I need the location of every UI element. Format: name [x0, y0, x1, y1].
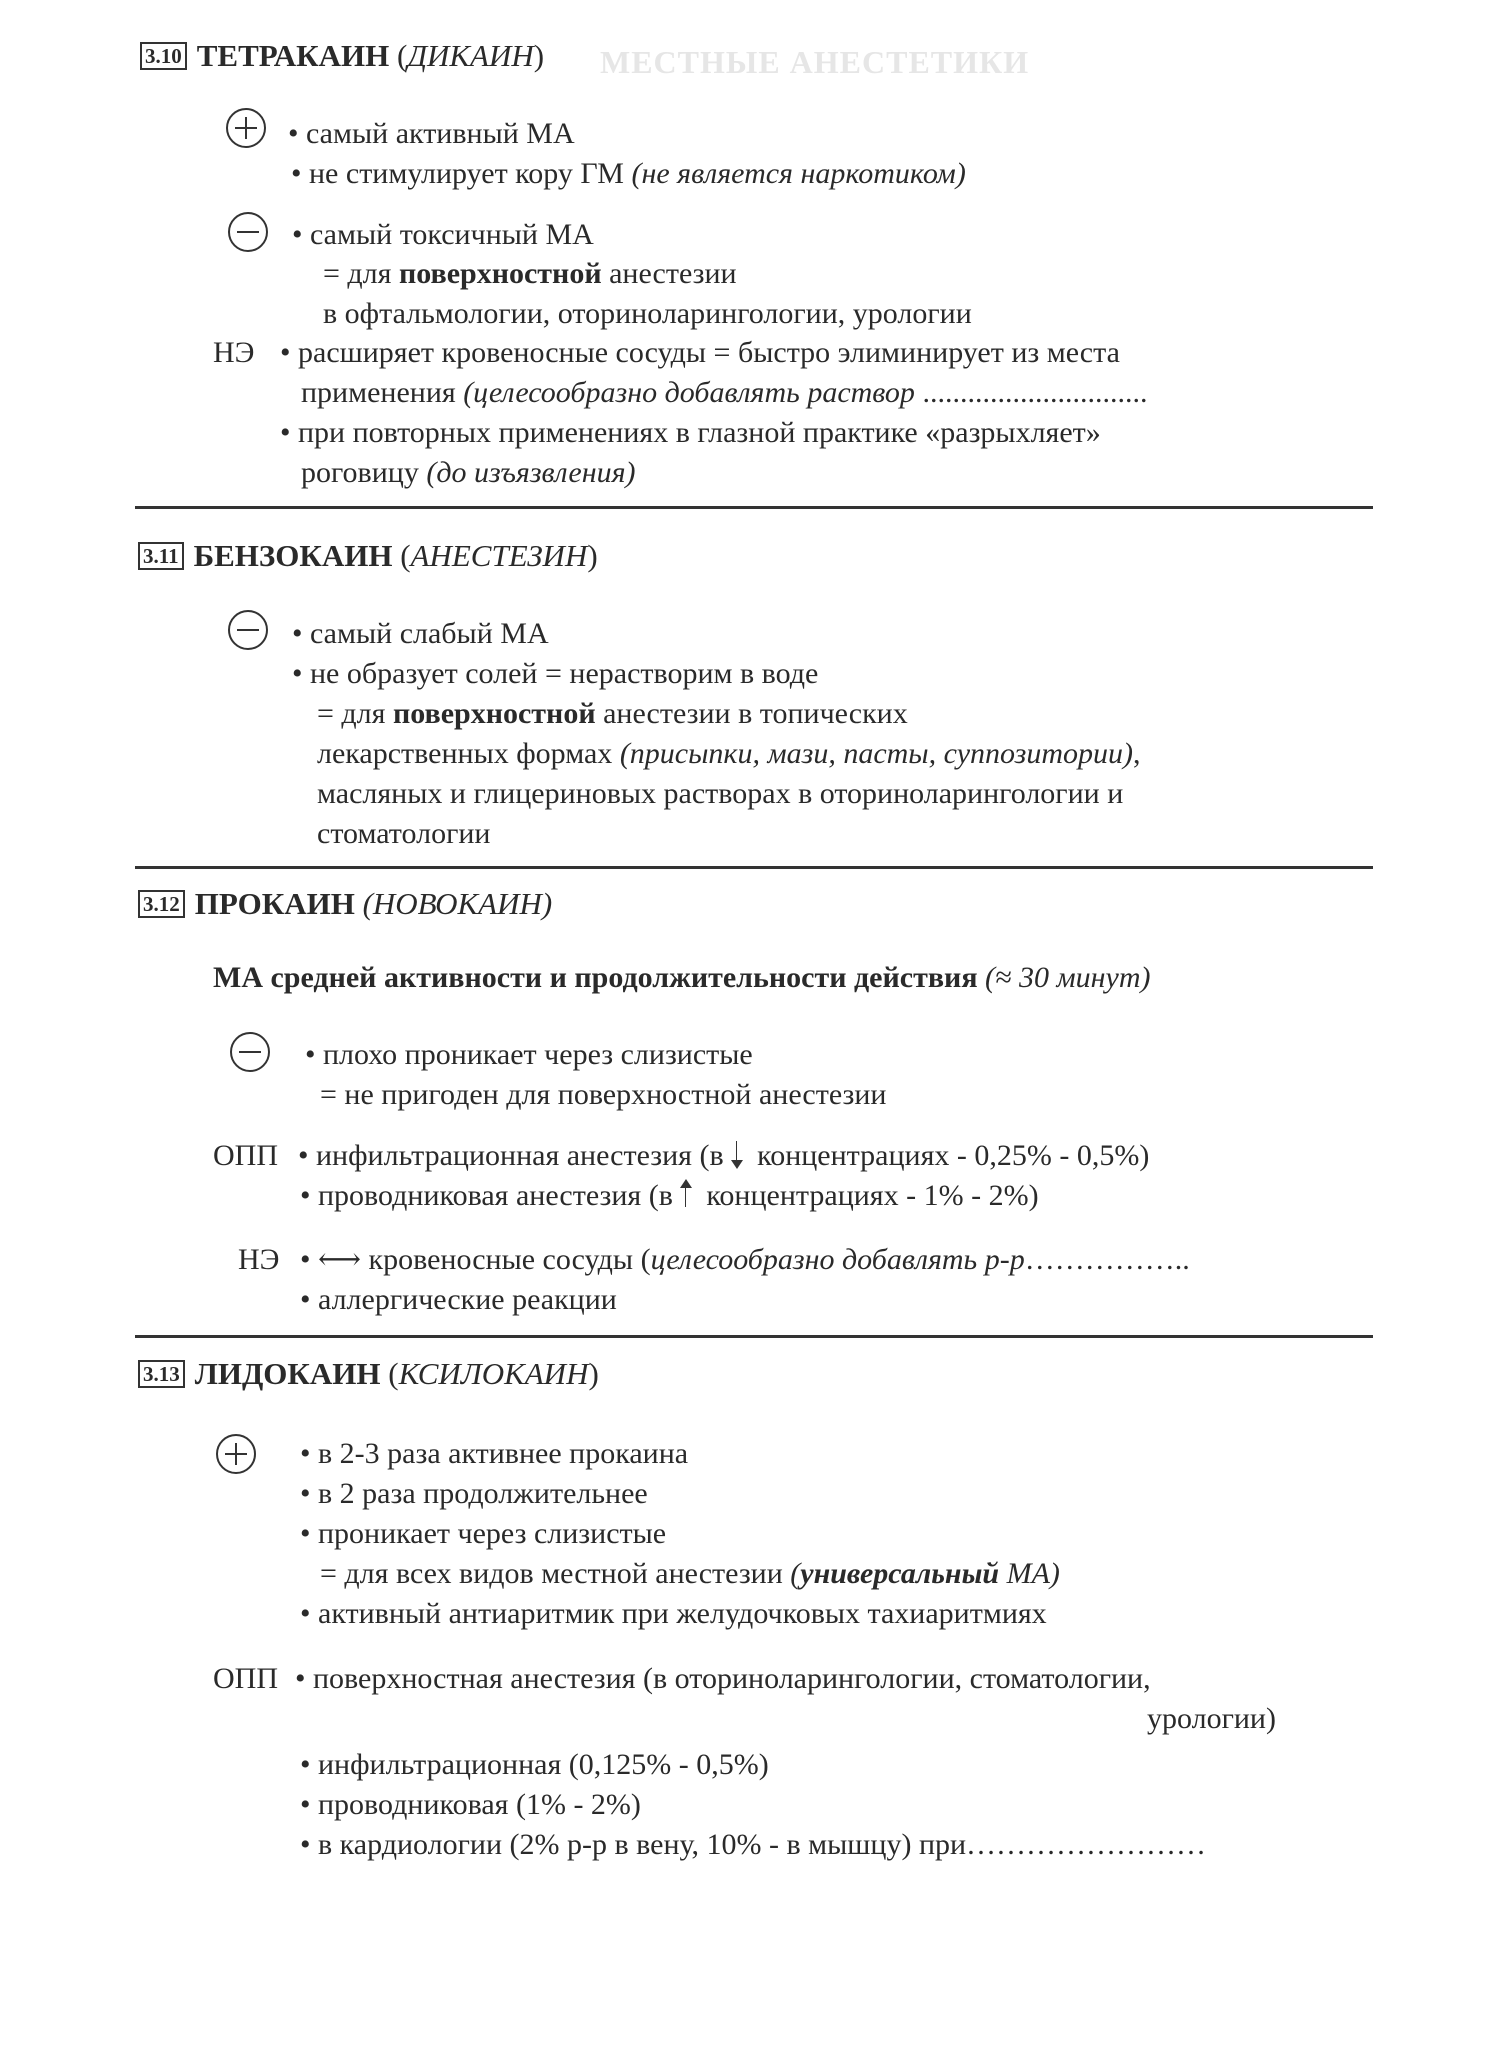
- section-divider: [135, 866, 1373, 869]
- drug-synonym: (НОВОКАИН): [362, 886, 553, 921]
- text-line: [291, 154, 966, 194]
- text-line: • активный антиаритмик при желудочковых тахиаритмиях: [300, 1597, 1047, 1630]
- text-line: урологии): [1147, 1702, 1276, 1735]
- arrow-up-icon: [679, 1179, 693, 1209]
- section-number: 3.12: [138, 890, 185, 918]
- text-span: поверхностной: [392, 697, 596, 730]
- drug-synonym: АНЕСТЕЗИН: [410, 538, 588, 573]
- text-line: • не образует солей = нерастворим в воде: [292, 657, 819, 690]
- text-line: масляных и глицериновых растворах в оториноларингологии и: [317, 777, 1124, 810]
- drug-name: ЛИДОКАИН: [194, 1356, 381, 1391]
- text-line: • в 2 раза продолжительнее: [300, 1477, 648, 1510]
- section-3-10-heading: 3.10 ТЕТРАКАИН (ДИКАИН): [140, 36, 544, 76]
- text-span: ,: [1133, 737, 1141, 770]
- section-number: 3.13: [138, 1360, 185, 1388]
- text-line: [300, 1176, 1039, 1216]
- section-label: ОПП: [213, 1139, 278, 1172]
- text-line: = не пригоден для поверхностной анестезии: [320, 1078, 887, 1111]
- drug-summary: [213, 958, 1151, 998]
- text-span: анестезии: [601, 257, 737, 290]
- text-span: поверхностной: [398, 257, 602, 290]
- text-line: стоматологии: [317, 817, 491, 850]
- text-line: • проникает через слизистые: [300, 1517, 667, 1550]
- drug-name: БЕНЗОКАИН: [193, 538, 393, 573]
- text-line: [317, 734, 1141, 774]
- text-span: концентрациях - 0,25% - 0,5%): [749, 1139, 1150, 1172]
- arrow-down-icon: [730, 1139, 744, 1169]
- text-span: роговицу: [301, 456, 427, 489]
- text-span: • не стимулирует кору ГМ: [291, 157, 632, 190]
- minus-circle-icon: [230, 1032, 270, 1072]
- text-span: = для: [317, 697, 393, 730]
- text-line: в офтальмологии, оториноларингологии, урологии: [323, 297, 972, 330]
- drug-name: ТЕТРАКАИН: [196, 38, 390, 73]
- text-span: концентрациях - 1% - 2%): [698, 1179, 1039, 1212]
- plus-circle-icon: [216, 1434, 256, 1474]
- background-bleed-text: МЕСТНЫЕ АНЕСТЕТИКИ: [600, 44, 1030, 80]
- text-line: [301, 373, 1147, 413]
- text-line: • плохо проникает через слизистые: [305, 1038, 753, 1071]
- drug-name: ПРОКАИН: [194, 886, 355, 921]
- text-line: • при повторных применениях в глазной практике «разрыхляет»: [280, 416, 1101, 449]
- text-span: = для: [323, 257, 399, 290]
- text-span: анестезии в топических: [595, 697, 908, 730]
- text-span: МА средней активности и продолжительности действия: [213, 961, 978, 994]
- double-arrow-icon: ⟷: [318, 1243, 362, 1276]
- section-3-11-heading: 3.11 БЕНЗОКАИН (АНЕСТЕЗИН): [138, 536, 598, 576]
- text-span: (целесообразно добавлять раствор: [463, 376, 915, 409]
- section-number: 3.10: [140, 42, 187, 70]
- text-line: [301, 453, 636, 493]
- text-line: • инфильтрационная (0,125% - 0,5%): [300, 1748, 769, 1781]
- text-span: (присыпки, мази, пасты, суппозитории): [619, 737, 1134, 770]
- section-label: НЭ: [238, 1243, 280, 1276]
- text-span: лекарственных формах: [317, 737, 620, 770]
- text-line: • самый токсичный МА: [292, 218, 594, 251]
- text-line: [317, 694, 908, 734]
- text-line: [323, 254, 737, 294]
- text-span: применения: [301, 376, 464, 409]
- section-divider: [135, 1335, 1373, 1338]
- text-span: (: [790, 1557, 801, 1590]
- text-line: • проводниковая (1% - 2%): [300, 1788, 641, 1821]
- text-line: • в кардиологии (2% р-р в вену, 10% - в мышцу) при……………………: [300, 1828, 1207, 1861]
- text-span: • проводниковая анестезия (в: [300, 1179, 673, 1212]
- text-line: [298, 1136, 1149, 1176]
- drug-synonym: ДИКАИН: [407, 38, 534, 73]
- text-line: • аллергические реакции: [300, 1283, 617, 1316]
- minus-circle-icon: [228, 212, 268, 252]
- plus-circle-icon: [226, 108, 266, 148]
- section-label: ОПП: [213, 1662, 278, 1695]
- text-line: [320, 1554, 1060, 1594]
- section-label: НЭ: [213, 336, 255, 369]
- text-span: целесообразно добавлять р-р: [650, 1243, 1025, 1276]
- text-line: • поверхностная анестезия (в оториноларингологии, стоматологии,: [295, 1662, 1151, 1695]
- text-line: • самый активный МА: [288, 117, 575, 150]
- text-line: [300, 1240, 1190, 1280]
- text-span: МА): [999, 1557, 1060, 1590]
- section-3-12-heading: [138, 884, 552, 924]
- text-span: (≈ 30 минут): [977, 961, 1151, 994]
- text-span: (до изъязвления): [426, 456, 636, 489]
- text-span: = для всех видов местной анестезии: [320, 1557, 791, 1590]
- section-number: 3.11: [138, 542, 184, 570]
- text-span: •: [300, 1243, 319, 1276]
- text-line: • самый слабый МА: [292, 617, 549, 650]
- drug-synonym: КСИЛОКАИН: [398, 1356, 589, 1391]
- text-line: • расширяет кровеносные сосуды = быстро элиминирует из места: [280, 336, 1120, 369]
- text-span: • инфильтрационная анестезия (в: [298, 1139, 724, 1172]
- section-3-13-heading: 3.13 ЛИДОКАИН (КСИЛОКАИН): [138, 1354, 599, 1394]
- text-span: ……………..: [1024, 1243, 1190, 1276]
- text-span: кровеносные сосуды (: [361, 1243, 651, 1276]
- text-span: (не является наркотиком): [631, 157, 966, 190]
- text-span: ..............................: [914, 376, 1148, 409]
- section-divider: [135, 506, 1373, 509]
- minus-circle-icon: [228, 610, 268, 650]
- text-span: универсальный: [800, 1557, 1000, 1590]
- text-line: • в 2-3 раза активнее прокаина: [300, 1437, 689, 1470]
